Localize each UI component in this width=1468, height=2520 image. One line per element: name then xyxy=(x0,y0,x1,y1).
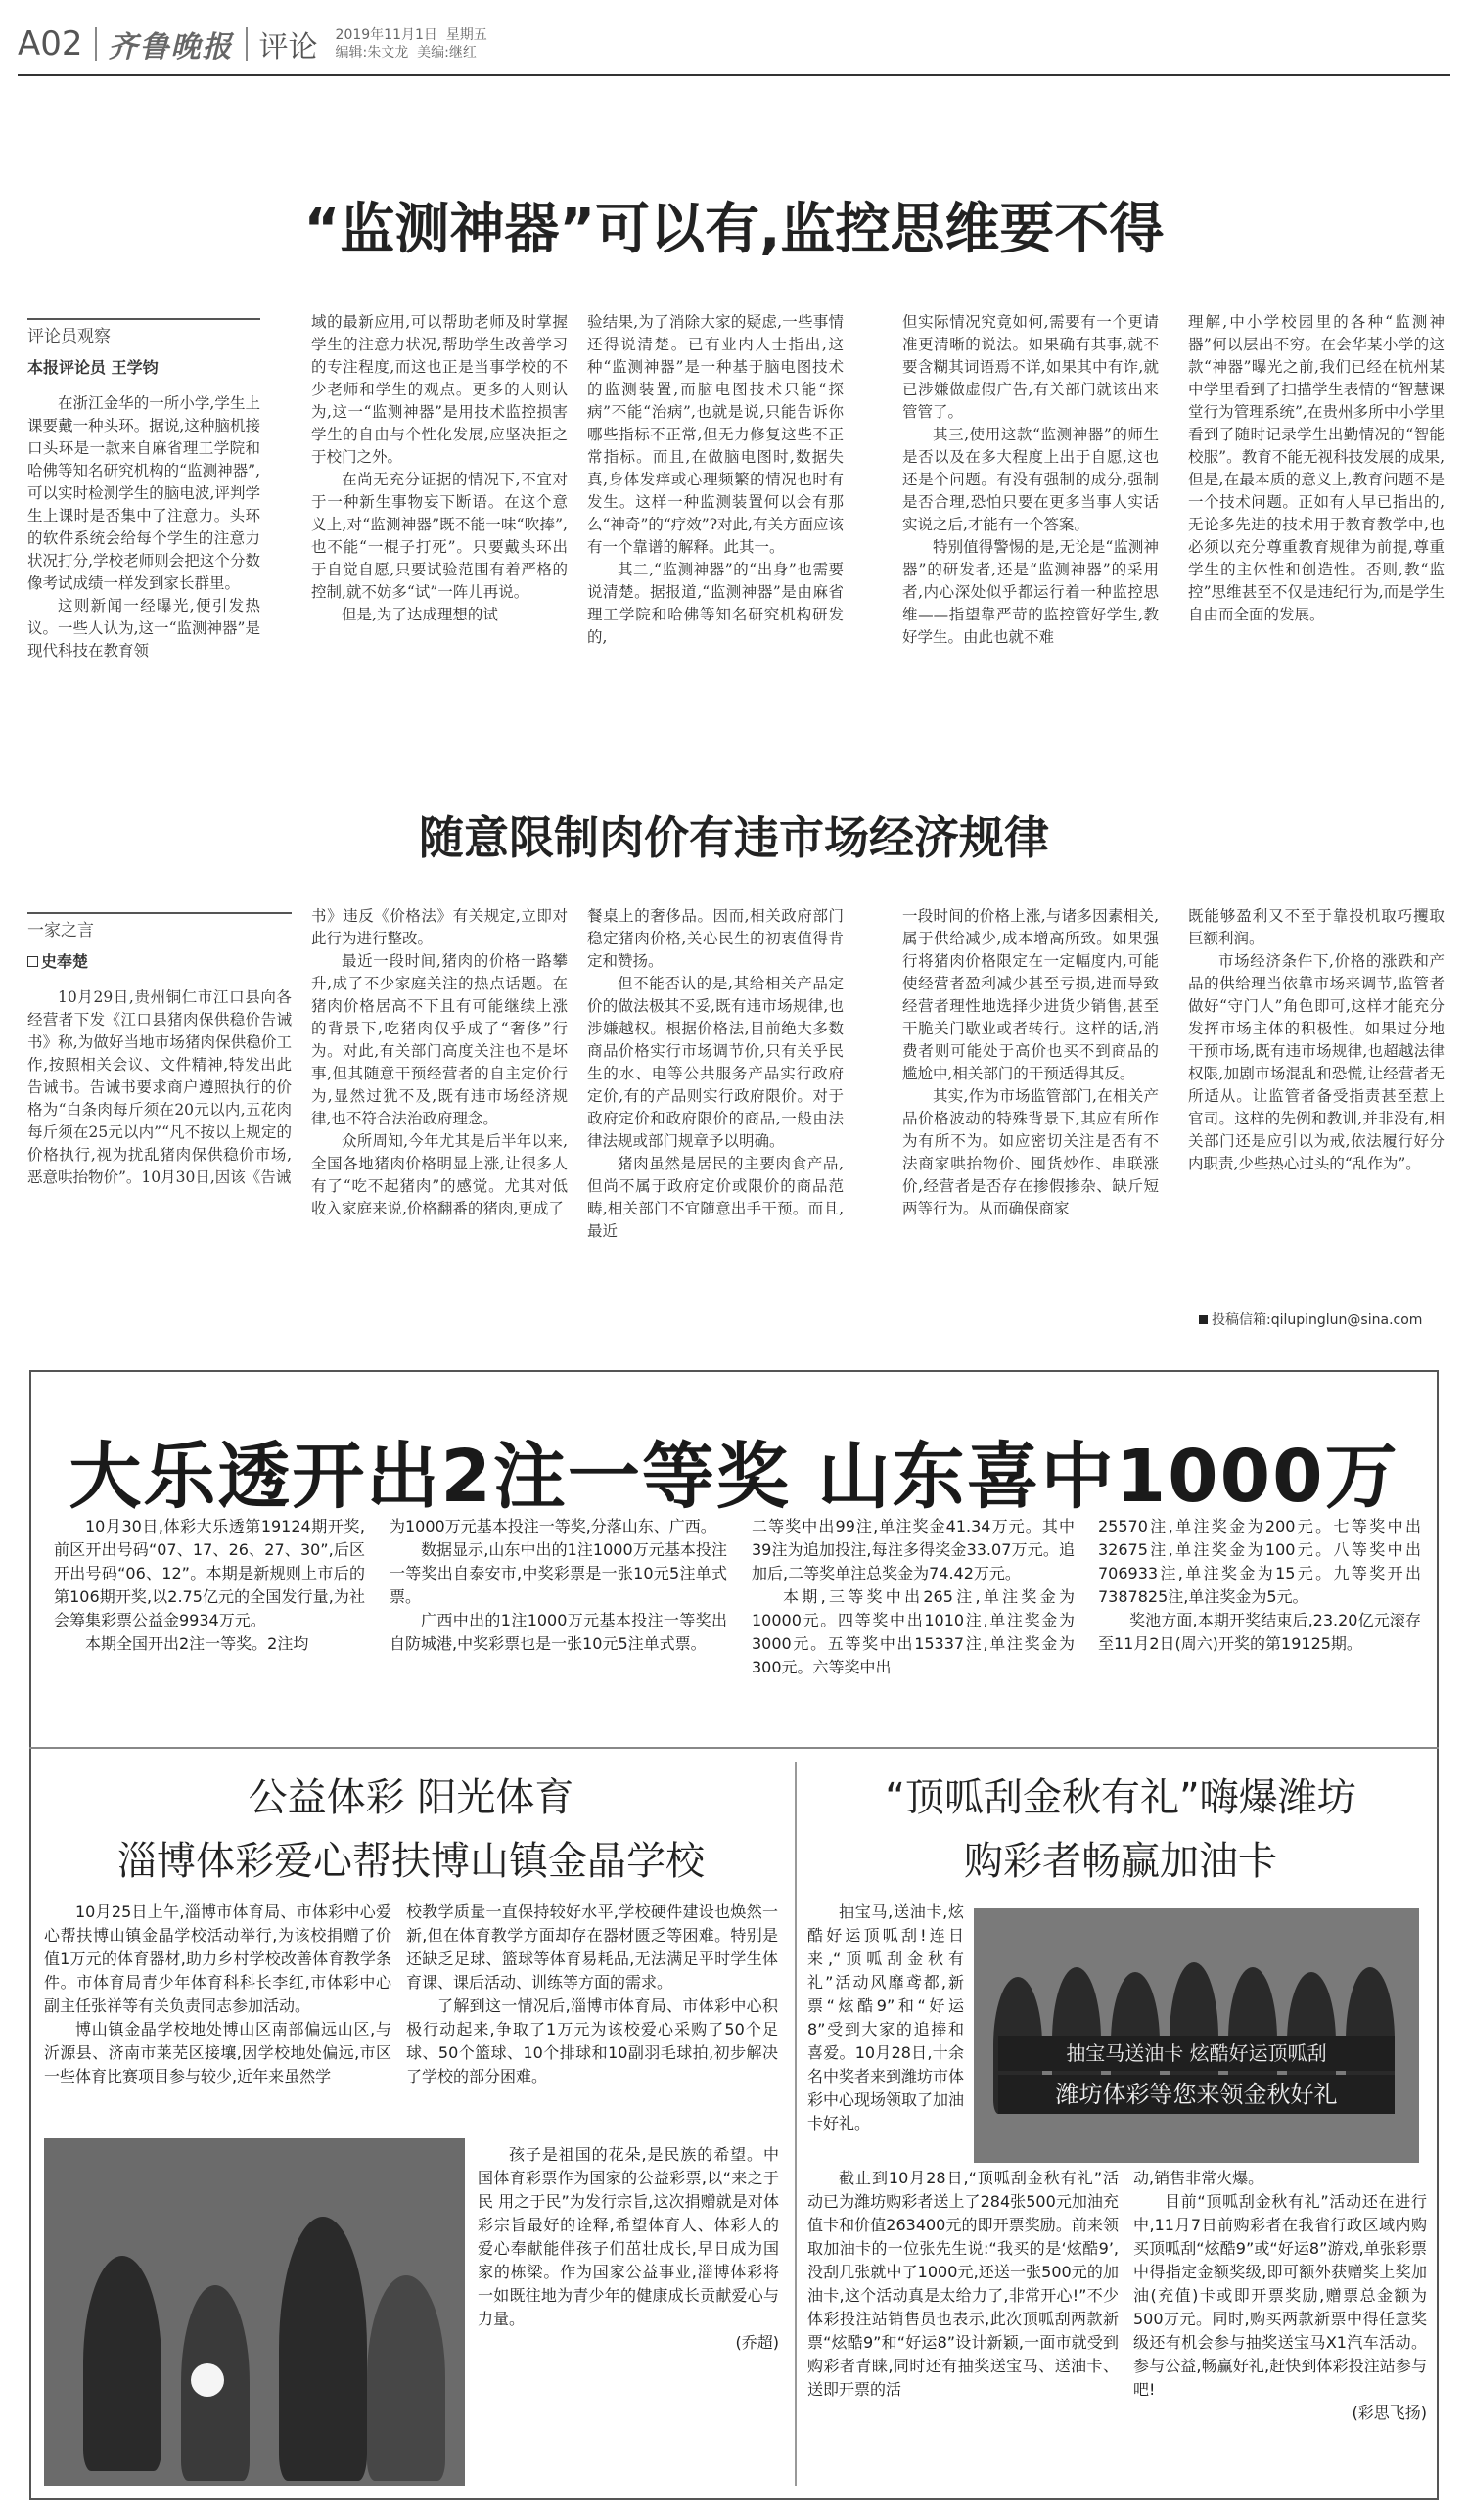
article1-column-3 xyxy=(587,311,844,754)
photo-banner-line-2: 潍坊体彩等您来领金秋好礼 xyxy=(998,2075,1395,2114)
paragraph: 市场经济条件下,价格的涨跌和产品的供给理当依靠市场来调节,监管者做好“守门人”角色即可,这样才能充分发挥市场主体的积极性。如果过分地干预市场,既有违市场规律,也超越法律权限,加剧市场混乱和恐慌,让经营者无所适从。让监管者备受指责甚至惹上官司。这样的先例和教训,并非没有,相关部门还是应引以为戒,依法履行好分内职责,少些热心过头的“乱作为”。 xyxy=(1188,952,1445,1172)
scratch-credit: (彩思飞扬) xyxy=(1352,2404,1427,2422)
issue-weekday: 星期五 xyxy=(445,27,487,43)
photo-banner-line-1: 抽宝马送油卡 炫酷好运顶呱刮 xyxy=(998,2036,1395,2071)
paragraph: 二等奖中出99注,单注奖金41.34万元。其中39注为追加投注,每注多得奖金33.07万元。追加后,二等奖单注总奖金为74.42万元。 xyxy=(752,1517,1075,1582)
lottery-column-2 xyxy=(390,1515,727,1740)
paragraph: 10月25日上午,淄博市体育局、市体彩中心爱心帮扶博山镇金晶学校活动举行,为该校捐赠了价值1万元的体育器材,助力乡村学校改善体育教学条件。市体育局青少年体育科科长李红,市体彩中心副主任张祥等有关负责同志参加活动。 xyxy=(44,1902,391,2015)
article2-column-3 xyxy=(587,905,844,1326)
masthead xyxy=(18,18,1450,70)
paragraph: 域的最新应用,可以帮助老师及时掌握学生的注意力状况,帮助学生改善学习的专注程度,而这也正是当事学校的不少老师和学生的观点。更多的人则认为,这一“监测神器”是用技术监控损害学生的自由与个性化发展,应坚决拒之于校门之外。 xyxy=(311,313,568,466)
issue-meta xyxy=(336,26,487,62)
masthead-rule xyxy=(18,74,1450,76)
scratch-photo xyxy=(974,1908,1419,2163)
paragraph: 25570注,单注奖金为200元。七等奖中出32675注,单注奖金为100元。八等奖中出706933注,单注奖金为15元。九等奖开出7387825注,单注奖金为5元。 xyxy=(1098,1517,1421,1606)
page-number: A02 xyxy=(18,24,83,64)
paragraph: 本期全国开出2注一等奖。2注均 xyxy=(85,1634,309,1653)
paragraph: 猪肉虽然是居民的主要肉食产品,但尚不属于政府定价或限价的商品范畴,相关部门不宜随意出手干预。而且,最近 xyxy=(587,1155,844,1240)
article2-column-5 xyxy=(1188,905,1445,1302)
paragraph: 在尚无充分证据的情况下,不宜对于一种新生事物妄下断语。在这个意义上,对“监测神器”既不能一味“吹捧”,也不能“一棍子打死”。只要戴头环出于自觉自愿,只要试验范围有着严格的控制,就不妨多“试”一阵儿再说。 xyxy=(311,471,568,601)
paragraph: 本期,三等奖中出265注,单注奖金为10000元。四等奖中出1010注,单注奖金为3000元。五等奖中出15337注,单注奖金为300元。六等奖中出 xyxy=(752,1587,1075,1676)
article1-column-5 xyxy=(1188,311,1445,754)
paragraph: 验结果,为了消除大家的疑虑,一些事情还得说清楚。已有业内人士指出,这种“监测神器”是一种基于脑电图技术的监测装置,而脑电图技术只能“探病”不能“治病”,也就是说,只能告诉你哪些指标不正常,但无力修复这些不正常指标。而且,在做脑电图时,数据失真,身体发痒或心理频繁的情况也时有发生。这样一种监测装置何以会有那么“神奇”的“疗效”?对此,有关方面应该有一个靠谱的解释。此其一。 xyxy=(587,313,844,556)
paragraph: 奖池方面,本期开奖结束后,23.20亿元滚存至11月2日(周六)开奖的第19125期。 xyxy=(1098,1611,1421,1653)
paragraph: 餐桌上的奢侈品。因而,相关政府部门稳定猪肉价格,关心民生的初衷值得肯定和赞扬。 xyxy=(587,907,844,970)
box-icon xyxy=(27,956,38,967)
paragraph: 校教学质量一直保持较好水平,学校硬件建设也焕然一新,但在体育教学方面却存在器材匮乏等困难。特别是还缺乏足球、篮球等体育易耗品,无法满足平时学生体育课、课后活动、训练等方面的需求。 xyxy=(406,1902,778,1992)
issue-date: 2019年11月1日 xyxy=(335,27,437,43)
column-label: 一家之言 xyxy=(27,912,292,942)
paragraph: 孩子是祖国的花朵,是民族的希望。中国体育彩票作为国家的公益彩票,以“来之于民 用之于民”为发行宗旨,这次捐赠就是对体彩宗旨最好的诠释,希望体育人、体彩人的爱心奉献能伴孩子们茁壮成长,早日成为国家的栋梁。作为国家公益事业,淄博体彩将一如既往地为青少年的健康成长贡献爱心与力量。 xyxy=(478,2145,779,2328)
article1-column-1 xyxy=(27,318,260,754)
paragraph: 最近一段时间,猪肉的价格一路攀升,成了不少家庭关注的热点话题。在猪肉价格居高不下且有可能继续上涨的背景下,吃猪肉仅乎成了“奢侈”行为。对此,有关部门高度关注也不是坏事,但其随意干预经营者的自主定价行为,显然过犹不及,既有违市场经济规律,也不符合法治政府理念。 xyxy=(311,952,568,1127)
charity-headline-1: 公益体彩 阳光体育 xyxy=(248,1775,574,1820)
scratch-column-1 xyxy=(807,1901,964,2163)
article2-headline: 随意限制肉价有违市场经济规律 xyxy=(419,811,1049,864)
charity-column-3 xyxy=(478,2143,779,2476)
paragraph: 其二,“监测神器”的“出身”也需要说清楚。据报道,“监测神器”是由麻省理工学院和哈佛等知名研究机构研发的, xyxy=(587,561,844,646)
column-label: 评论员观察 xyxy=(27,318,260,348)
charity-credit: (乔超) xyxy=(735,2333,779,2352)
article2-column-1 xyxy=(27,912,292,1323)
paragraph: 抽宝马,送油卡,炫酷好运顶呱刮!连日来,“顶呱刮金秋有礼”活动风靡鸢都,新票“炫酷9”和“好运8”受到大家的追捧和喜爱。10月28日,十余名中奖者来到潍坊市体彩中心现场领取了加油卡好礼。 xyxy=(807,1902,964,2132)
mail-label: 投稿信箱 xyxy=(1212,1312,1266,1328)
paragraph: 一段时间的价格上涨,与诸多因素相关,属于供给减少,成本增高所致。如果强行将猪肉价格限定在一定幅度内,可能使经营者盈利减少甚至亏损,进而导致经营者理性地选择少进货少销售,甚至干脆关门歇业或者转行。这样的话,消费者则可能处于高价也买不到商品的尴尬中,相关部门的干预适得其反。 xyxy=(902,907,1159,1082)
paragraph: 目前“顶呱刮金秋有礼”活动还在进行中,11月7日前购彩者在我省行政区域内购买顶呱刮“炫酷9”或“好运8”游戏,单张彩票中得指定金额奖级,即可额外获赠奖上奖加油(充值)卡或即开票奖励,赠票总金额为500万元。同时,购买两款新票中得任意奖级还有机会参与抽奖送宝马X1汽车活动。参与公益,畅赢好礼,赶快到体彩投注站参与吧! xyxy=(1133,2192,1427,2399)
article2-column-4 xyxy=(902,905,1159,1326)
paragraph: 为1000万元基本投注一等奖,分落山东、广西。 xyxy=(390,1517,716,1535)
charity-column-2 xyxy=(406,1901,778,2126)
paragraph: 理解,中小学校园里的各种“监测神器”何以层出不穷。在会华某小学的这款“神器”曝光之前,我们已经在杭州某中学里看到了扫描学生表情的“智慧课堂行为管理系统”,在贵州多所中小学里看到了随时记录学生出勤情况的“智能校服”。教育不能无视科技发展的成果,但是,在最本质的意义上,教育问题不是一个技术问题。正如有人早已指出的,无论多先进的技术用于教育教学中,也必须以充分尊重教育规律为前提,尊重学生的主体性和创造性。否则,教“监控”思维甚至不仅是违纪行为,而是学生自由而全面的发展。 xyxy=(1188,313,1445,623)
paragraph: 既能够盈利又不至于靠投机取巧攫取巨额利润。 xyxy=(1188,907,1445,947)
editor-credit: 编辑:朱文龙 xyxy=(335,45,409,61)
article1-column-4 xyxy=(902,311,1159,754)
photo-figure xyxy=(367,2275,445,2481)
article2-byline-wrap xyxy=(27,950,292,973)
ad-divider xyxy=(29,1747,1439,1749)
designer-credit: 美编:继红 xyxy=(417,45,477,61)
paragraph: 数据显示,山东中出的1注1000万元基本投注一等奖出自泰安市,中奖彩票是一张10元5注单式票。 xyxy=(390,1540,727,1606)
paragraph: 但是,为了达成理想的试 xyxy=(342,606,498,623)
masthead-divider xyxy=(95,27,97,61)
ad-divider xyxy=(795,1762,797,2486)
charity-photo xyxy=(44,2138,465,2486)
scratch-headline-1: “顶呱刮金秋有礼”嗨爆潍坊 xyxy=(885,1775,1356,1820)
lottery-headline: 大乐透开出2注一等奖 山东喜中1000万 xyxy=(69,1435,1399,1519)
paragraph: 动,销售非常火爆。 xyxy=(1133,2169,1264,2187)
paragraph: 但实际情况究竟如何,需要有一个更请准更清晰的说法。如果确有其事,就不要含糊其词语焉不详,如果其中有诈,就已涉嫌做虚假广告,有关部门就该出来管管了。 xyxy=(902,313,1159,421)
scratch-column-2 xyxy=(807,2167,1119,2485)
paragraph: 广西中出的1注1000万元基本投注一等奖出自防城港,中奖彩票也是一张10元5注单式票。 xyxy=(390,1611,727,1653)
article2-byline: 史奉楚 xyxy=(41,952,89,971)
ball-shape xyxy=(191,2363,224,2397)
paragraph: 10月29日,贵州铜仁市江口县向各经营者下发《江口县猪肉保供稳价告诫书》称,为做好当地市场猪肉保供稳价工作,按照相关会议、文件精神,特发出此告诫书。告诫书要求商户遵照执行的价格为“白条肉每斤须在20元以内,五花肉每斤须在25元以内”“凡不按以上规定的价格执行,视为扰乱猪肉保供稳价市场,恶意哄抬物价”。10月30日,因该《告诫 xyxy=(27,988,292,1186)
article1-column-2 xyxy=(311,311,568,754)
paragraph: 博山镇金晶学校地处博山区南部偏远山区,与沂源县、济南市莱芜区接壤,因学校地处偏远,市区一些体育比赛项目参与较少,近年来虽然学 xyxy=(44,2020,391,2085)
submission-mailbox: 投稿信箱:qilupinglun@sina.com xyxy=(1199,1309,1422,1329)
photo-figure xyxy=(279,2217,367,2481)
paragraph: 特别值得警惕的是,无论是“监测神器”的研发者,还是“监测神器”的采用者,内心深处似乎都运行着一种监控思维——指望靠严苛的监控管好学生,教好学生。由此也就不难 xyxy=(902,538,1159,646)
square-bullet-icon xyxy=(1199,1315,1208,1324)
paragraph: 10月30日,体彩大乐透第19124期开奖,前区开出号码“07、17、26、27、30”,后区开出号码“06、12”。本期是新规则上市后的第106期开奖,以2.75亿元的全国发行量,为社会筹集彩票公益金9934万元。 xyxy=(54,1517,365,1629)
paragraph: 在浙江金华的一所小学,学生上课要戴一种头环。据说,这种脑机接口头环是一款来自麻省理工学院和哈佛等知名研究机构的“监测神器”,可以实时检测学生的脑电波,评判学生上课时是否集中了注意力。头环的软件系统会给每个学生的注意力状况打分,学校老师则会把这个分数像考试成绩一样发到家长群里。 xyxy=(27,394,260,592)
paragraph: 但不能否认的是,其给相关产品定价的做法极其不妥,既有违市场规律,也涉嫌越权。根据价格法,目前绝大多数商品价格实行市场调节价,只有关乎民生的水、电等公共服务产品实行政府定价,有的产品则实行政府限价。对于政府定价和政府限价的商品,一般由法律法规或部门规章予以明确。 xyxy=(587,975,844,1150)
lottery-column-4 xyxy=(1098,1515,1421,1740)
masthead-divider xyxy=(246,27,248,61)
paragraph: 书》违反《价格法》有关规定,立即对此行为进行整改。 xyxy=(311,907,568,947)
paragraph: 其实,作为市场监管部门,在相关产品价格波动的特殊背景下,其应有所作为有所不为。如应密切关注是否有不法商家哄抬物价、囤货炒作、串联涨价,经营者是否存在掺假掺杂、缺斤短两等行为。从而确保商家 xyxy=(902,1087,1159,1217)
section-name: 评论 xyxy=(258,30,318,65)
charity-column-1 xyxy=(44,1901,391,2126)
newspaper-logo: 齐鲁晚报 xyxy=(108,30,234,65)
paragraph: 了解到这一情况后,淄博市体育局、市体彩中心积极行动起来,争取了1万元为该校爱心采购了50个足球、50个篮球、10个排球和10副羽毛球拍,初步解决了学校的部分困难。 xyxy=(406,1996,778,2085)
paragraph: 截止到10月28日,“顶呱刮金秋有礼”活动已为潍坊购彩者送上了284张500元加油充值卡和价值263400元的即开票奖励。前来领取加油卡的一位张先生说:“我买的是‘炫酷9’,没刮几张就中了1000元,还送一张500元的加油卡,这个活动真是太给力了,非常开心!”不少体彩投注站销售员也表示,此次顶呱刮两款新票“炫酷9”和“好运8”设计新颖,一面市就受到购彩者青睐,同时还有抽奖送宝马、送油卡、送即开票的活 xyxy=(807,2169,1119,2399)
article1-headline: “监测神器”可以有,监控思维要不得 xyxy=(303,198,1165,261)
paragraph: 其三,使用这款“监测神器”的师生是否以及在多大程度上出于自愿,这也还是个问题。有没有强制的成分,强制是否合理,恐怕只要在更多当事人实话实说之后,才能有一个答案。 xyxy=(902,426,1159,533)
paragraph: 这则新闻一经曝光,便引发热议。一些人认为,这一“监测神器”是现代科技在教育领 xyxy=(27,597,260,660)
article2-column-2 xyxy=(311,905,568,1326)
charity-headline-2: 淄博体彩爱心帮扶博山镇金晶学校 xyxy=(117,1839,705,1884)
paragraph: 众所周知,今年尤其是后半年以来,全国各地猪肉价格明显上涨,让很多人有了“吃不起猪肉”的感觉。尤其对低收入家庭来说,价格翻番的猪肉,更成了 xyxy=(311,1132,568,1217)
article1-byline: 本报评论员 王学钧 xyxy=(27,358,159,377)
scratch-headline-2: 购彩者畅赢加油卡 xyxy=(964,1839,1277,1884)
lottery-column-3 xyxy=(752,1515,1075,1740)
mail-address[interactable]: qilupinglun@sina.com xyxy=(1270,1312,1423,1328)
photo-figure xyxy=(83,2256,161,2471)
lottery-column-1 xyxy=(54,1515,365,1740)
scratch-column-3 xyxy=(1133,2167,1427,2485)
